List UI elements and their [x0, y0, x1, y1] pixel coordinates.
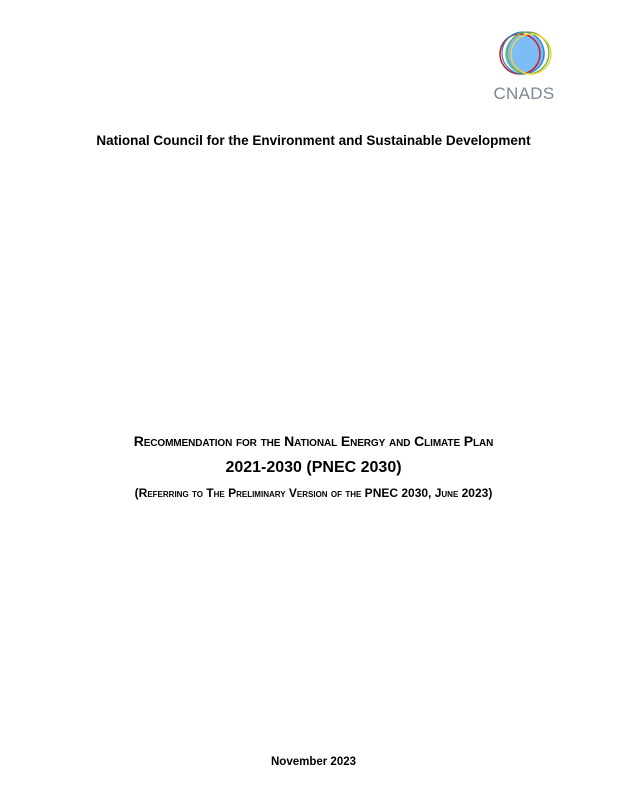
title-block	[0, 432, 627, 501]
cnads-logo	[488, 26, 560, 106]
publication-date: November 2023	[270, 756, 357, 768]
logo-text: CNADS	[493, 84, 555, 103]
document-title-period: 2021-2030 (PNEC 2030)	[225, 459, 402, 476]
document-subtitle: (Referring to The Preliminary Version of the PNEC 2030, June 2023)	[134, 486, 493, 500]
organization-name: National Council for the Environment and Sustainable Development	[96, 133, 531, 148]
document-title: Recommendation for the National Energy and Climate Plan	[133, 433, 494, 449]
cnads-circles-icon	[492, 26, 556, 82]
